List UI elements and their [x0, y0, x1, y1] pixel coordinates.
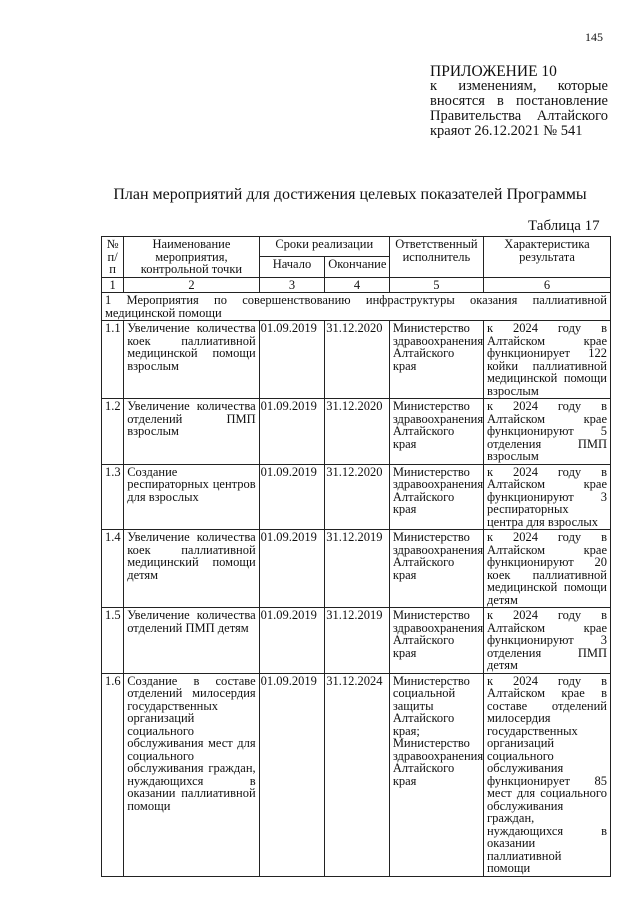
- header-terms: Сроки реализации: [259, 237, 389, 257]
- row-end: 31.12.2024: [325, 673, 390, 876]
- row-result: к 2024 году в Алтайском крае в составе отделений милосердия государственных организаций социального обслуживания функционирует 85 мест для социального обслуживания граждан, нуждающихся в оказании паллиативной помощи: [483, 673, 610, 876]
- row-end: 31.12.2019: [325, 530, 390, 608]
- header-result: Характеристика результата: [483, 237, 610, 278]
- header-end: Окончание: [325, 257, 390, 277]
- header-responsible: Ответственный исполнитель: [389, 237, 483, 278]
- row-responsible: Министерство социальной защиты Алтайского края; Министерство здравоохранения Алтайского края: [389, 673, 483, 876]
- row-responsible: Министерство здравоохранения Алтайского края: [389, 399, 483, 465]
- table-row: [102, 321, 611, 399]
- row-start: 01.09.2019: [259, 399, 325, 465]
- table-label: Таблица 17: [528, 218, 600, 234]
- table-row: [102, 673, 611, 876]
- row-name: Создание респираторных центров для взрослых: [124, 464, 259, 530]
- row-responsible: Министерство здравоохранения Алтайского края: [389, 464, 483, 530]
- column-number: 3: [259, 277, 325, 293]
- row-result: к 2024 году в Алтайском крае функционирует 122 койки паллиативной медицинской помощи взрослым: [483, 321, 610, 399]
- row-end: 31.12.2020: [325, 464, 390, 530]
- row-name: Создание в составе отделений милосердия государственных организаций социального обслуживания мест для социального обслуживания граждан, нуждающихся в оказании паллиативной помощи: [124, 673, 259, 876]
- column-number: 1: [102, 277, 124, 293]
- appendix-line: краяот 26.12.2021 № 541: [430, 123, 583, 139]
- header-num: № п/п: [102, 237, 124, 278]
- row-result: к 2024 году в Алтайском крае функционируют 3 отделения ПМП детям: [483, 608, 610, 674]
- row-num: 1.4: [102, 530, 124, 608]
- table-row: [102, 530, 611, 608]
- column-number: 4: [325, 277, 390, 293]
- row-start: 01.09.2019: [259, 464, 325, 530]
- column-number: 6: [483, 277, 610, 293]
- row-end: 31.12.2019: [325, 608, 390, 674]
- row-start: 01.09.2019: [259, 608, 325, 674]
- row-name: Увеличение количества коек паллиативной медицинский помощи детям: [124, 530, 259, 608]
- row-result: к 2024 году в Алтайском крае функционируют 5 отделения ПМП взрослым: [483, 399, 610, 465]
- appendix-line: Правительства Алтайского: [430, 108, 608, 124]
- header-name: Наименование мероприятия, контрольной точки: [124, 237, 259, 278]
- column-number: 2: [124, 277, 259, 293]
- row-result: к 2024 году в Алтайском крае функционируют 20 коек паллиативной медицинской помощи детям: [483, 530, 610, 608]
- table-row: [102, 464, 611, 530]
- table-row: [102, 399, 611, 465]
- column-number-row: [102, 277, 611, 293]
- row-result: к 2024 году в Алтайском крае функционируют 3 респираторных центра для взрослых: [483, 464, 610, 530]
- page-number: 145: [585, 30, 603, 44]
- column-number: 5: [389, 277, 483, 293]
- row-num: 1.5: [102, 608, 124, 674]
- row-start: 01.09.2019: [259, 673, 325, 876]
- row-name: Увеличение количества отделений ПМП взрослым: [124, 399, 259, 465]
- row-num: 1.3: [102, 464, 124, 530]
- row-end: 31.12.2020: [325, 321, 390, 399]
- row-num: 1.2: [102, 399, 124, 465]
- appendix-block: [430, 64, 608, 139]
- section-row: [102, 293, 611, 321]
- table-header-row: [102, 237, 611, 257]
- appendix-title: ПРИЛОЖЕНИЕ 10: [430, 63, 557, 80]
- section-title: 1 Мероприятия по совершенствованию инфраструктуры оказания паллиативной медицинской помощи: [102, 293, 611, 321]
- appendix-line: вносятся в постановление: [430, 93, 608, 109]
- plan-table: [101, 236, 611, 877]
- row-responsible: Министерство здравоохранения Алтайского края: [389, 608, 483, 674]
- row-num: 1.1: [102, 321, 124, 399]
- row-start: 01.09.2019: [259, 321, 325, 399]
- row-responsible: Министерство здравоохранения Алтайского края: [389, 321, 483, 399]
- appendix-line: к изменениям, которые: [430, 78, 608, 94]
- row-start: 01.09.2019: [259, 530, 325, 608]
- row-name: Увеличение количества отделений ПМП детям: [124, 608, 259, 674]
- document-title: План мероприятий для достижения целевых показателей Программы: [113, 186, 587, 203]
- row-num: 1.6: [102, 673, 124, 876]
- row-end: 31.12.2020: [325, 399, 390, 465]
- header-start: Начало: [259, 257, 325, 277]
- row-name: Увеличение количества коек паллиативной медицинской помощи взрослым: [124, 321, 259, 399]
- row-responsible: Министерство здравоохранения Алтайского края: [389, 530, 483, 608]
- table-row: [102, 608, 611, 674]
